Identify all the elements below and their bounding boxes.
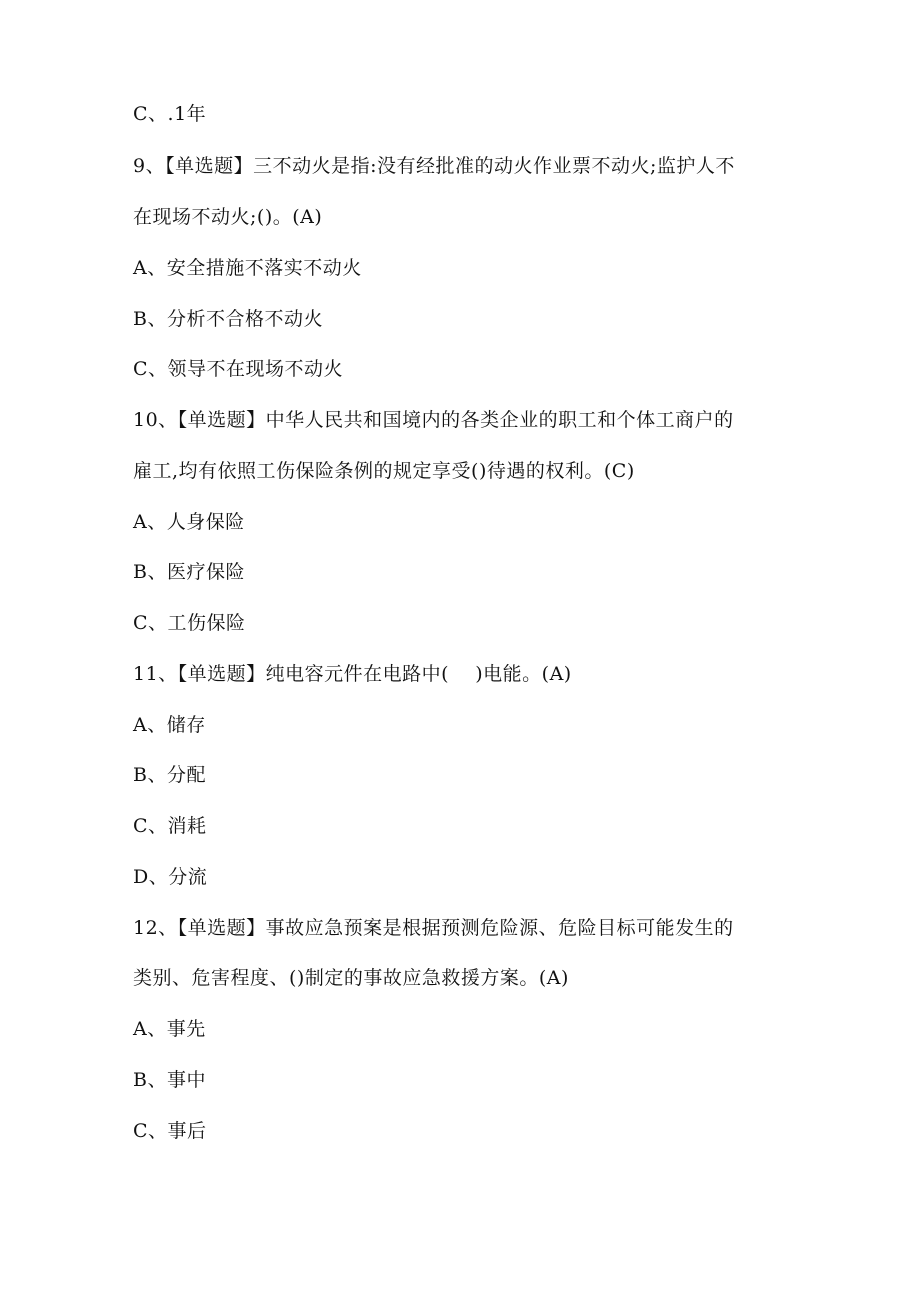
question-11-text: 11、【单选题】纯电容元件在电路中( )电能。(A) — [133, 663, 572, 685]
question-12-text: 12、【单选题】事故应急预案是根据预测危险源、危险目标可能发生的 — [133, 917, 734, 939]
question-9-option-b: B、分析不合格不动火 — [133, 308, 323, 330]
question-12-option-c: C、事后 — [133, 1120, 207, 1142]
question-10-text: 10、【单选题】中华人民共和国境内的各类企业的职工和个体工商户的 — [133, 409, 734, 431]
question-12-text-cont: 类别、危害程度、()制定的事故应急救援方案。(A) — [133, 967, 569, 989]
question-9-option-a: A、安全措施不落实不动火 — [133, 257, 362, 279]
question-11-option-a: A、储存 — [133, 714, 206, 736]
question-10-option-a: A、人身保险 — [133, 511, 245, 533]
question-10-text-cont: 雇工,均有依照工伤保险条例的规定享受()待遇的权利。(C) — [133, 460, 635, 482]
question-9-text: 9、【单选题】三不动火是指:没有经批准的动火作业票不动火;监护人不 — [133, 155, 735, 177]
question-9-option-c: C、领导不在现场不动火 — [133, 358, 344, 380]
option-c-prev: C、.1年 — [133, 103, 207, 125]
question-11-option-c: C、消耗 — [133, 815, 207, 837]
question-10-option-c: C、工伤保险 — [133, 612, 246, 634]
question-11-option-d: D、分流 — [133, 866, 208, 888]
question-12-option-b: B、事中 — [133, 1069, 206, 1091]
question-9-text-cont: 在现场不动火;()。(A) — [133, 206, 323, 228]
question-11-option-b: B、分配 — [133, 764, 206, 786]
question-10-option-b: B、医疗保险 — [133, 561, 245, 583]
question-12-option-a: A、事先 — [133, 1018, 206, 1040]
